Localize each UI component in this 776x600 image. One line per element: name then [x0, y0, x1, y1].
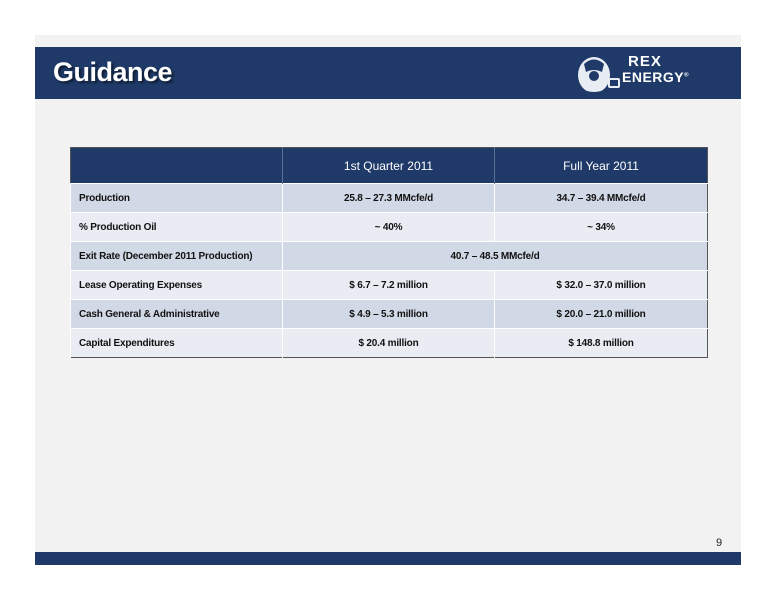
page-number: 9 [716, 537, 723, 549]
q1-value: $ 20.4 million [283, 329, 495, 358]
header-q1-2011: 1st Quarter 2011 [283, 148, 495, 184]
knight-emblem-icon [578, 57, 620, 95]
q1-value: 25.8 – 27.3 MMcfe/d [283, 184, 495, 213]
table-row [71, 242, 708, 271]
page-title: Guidance [53, 57, 173, 87]
logo-wordmark [622, 54, 732, 84]
table-row [71, 184, 708, 213]
logo-energy-line [622, 70, 732, 84]
q1-value: ~ 40% [283, 213, 495, 242]
logo-rex: REX [628, 53, 662, 70]
fy-value: $ 148.8 million [495, 329, 708, 358]
table-row [71, 271, 708, 300]
table-row [71, 329, 708, 358]
row-label: Cash General & Administrative [71, 300, 283, 329]
fy-value: $ 32.0 – 37.0 million [495, 271, 708, 300]
fy-value: $ 20.0 – 21.0 million [495, 300, 708, 329]
registered-mark: ® [684, 72, 690, 79]
row-label: Exit Rate (December 2011 Production) [71, 242, 283, 271]
table-row [71, 213, 708, 242]
header-full-year-2011: Full Year 2011 [495, 148, 708, 184]
merged-value: 40.7 – 48.5 MMcfe/d [283, 242, 708, 271]
guidance-table [70, 147, 708, 358]
row-label: % Production Oil [71, 213, 283, 242]
table-header-row [71, 148, 708, 184]
footer-bar [35, 552, 741, 565]
fy-value: ~ 34% [495, 213, 708, 242]
row-label: Production [71, 184, 283, 213]
header-empty [71, 148, 283, 184]
row-label: Lease Operating Expenses [71, 271, 283, 300]
fy-value: 34.7 – 39.4 MMcfe/d [495, 184, 708, 213]
row-label: Capital Expenditures [71, 329, 283, 358]
logo-energy: ENERGY [622, 69, 685, 85]
q1-value: $ 6.7 – 7.2 million [283, 271, 495, 300]
q1-value: $ 4.9 – 5.3 million [283, 300, 495, 329]
table-row [71, 300, 708, 329]
